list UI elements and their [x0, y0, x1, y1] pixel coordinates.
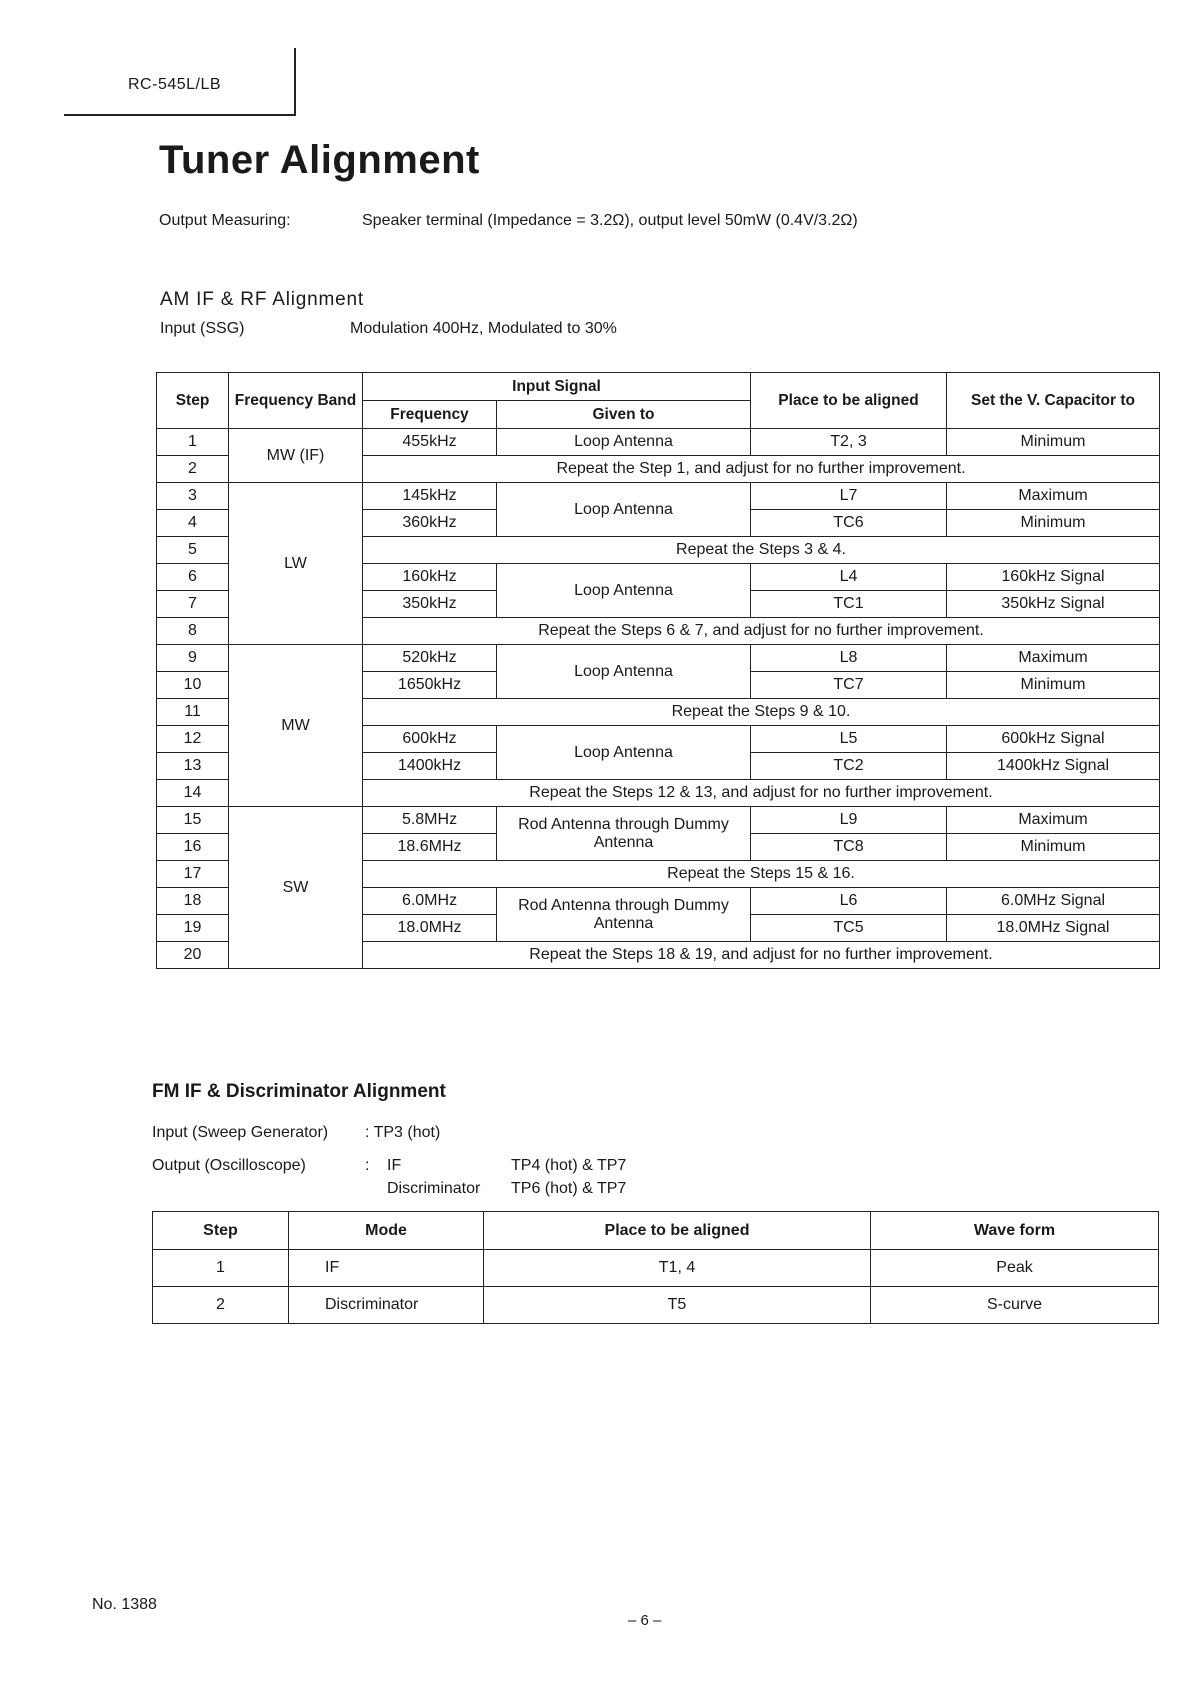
step-cell: 14	[157, 780, 229, 807]
frequency-cell: 1650kHz	[363, 672, 497, 699]
set-cell: 350kHz Signal	[947, 591, 1160, 618]
step-cell: 7	[157, 591, 229, 618]
wave-form-cell: S-curve	[871, 1287, 1159, 1324]
set-cell: 1400kHz Signal	[947, 753, 1160, 780]
step-cell: 5	[157, 537, 229, 564]
table-row	[157, 645, 1160, 672]
given-to-cell: Loop Antenna	[497, 564, 751, 618]
am-alignment-table	[156, 372, 1160, 969]
set-cell: 160kHz Signal	[947, 564, 1160, 591]
frequency-cell: 18.0MHz	[363, 915, 497, 942]
place-cell: TC7	[751, 672, 947, 699]
set-cell: 18.0MHz Signal	[947, 915, 1160, 942]
place-cell: L4	[751, 564, 947, 591]
note-cell: Repeat the Steps 12 & 13, and adjust for no further improvement.	[363, 780, 1160, 807]
frequency-cell: 455kHz	[363, 429, 497, 456]
note-cell: Repeat the Steps 3 & 4.	[363, 537, 1160, 564]
document-number: No. 1388	[92, 1596, 157, 1613]
wave-form-cell: Peak	[871, 1250, 1159, 1287]
note-cell: Repeat the Steps 9 & 10.	[363, 699, 1160, 726]
step-cell: 9	[157, 645, 229, 672]
table-row	[157, 483, 1160, 510]
step-cell: 2	[153, 1287, 289, 1324]
note-cell: Repeat the Steps 6 & 7, and adjust for no further improvement.	[363, 618, 1160, 645]
fm-section-title: FM IF & Discriminator Alignment	[152, 1081, 446, 1102]
header-step: Step	[157, 373, 229, 429]
header-frequency-band: Frequency Band	[229, 373, 363, 429]
output-measuring-label: Output Measuring:	[159, 212, 291, 229]
fm-input-value: : TP3 (hot)	[365, 1124, 441, 1141]
fm-discriminator-value: TP6 (hot) & TP7	[511, 1180, 627, 1197]
step-cell: 1	[153, 1250, 289, 1287]
place-cell: TC5	[751, 915, 947, 942]
note-cell: Repeat the Steps 18 & 19, and adjust for no further improvement.	[363, 942, 1160, 969]
place-cell: L9	[751, 807, 947, 834]
set-cell: Minimum	[947, 429, 1160, 456]
fm-discriminator-label: Discriminator	[387, 1180, 481, 1197]
mode-cell: Discriminator	[289, 1287, 484, 1324]
frequency-cell: 6.0MHz	[363, 888, 497, 915]
set-cell: 600kHz Signal	[947, 726, 1160, 753]
step-cell: 18	[157, 888, 229, 915]
mode-cell: IF	[289, 1250, 484, 1287]
place-cell: L7	[751, 483, 947, 510]
band-cell-mw-if: MW (IF)	[229, 429, 363, 483]
given-to-cell: Loop Antenna	[497, 645, 751, 699]
note-cell: Repeat the Steps 15 & 16.	[363, 861, 1160, 888]
step-cell: 2	[157, 456, 229, 483]
page-number: – 6 –	[628, 1612, 662, 1629]
set-cell: Minimum	[947, 510, 1160, 537]
band-cell-mw: MW	[229, 645, 363, 807]
step-cell: 16	[157, 834, 229, 861]
place-cell: L5	[751, 726, 947, 753]
header-place-aligned: Place to be aligned	[751, 373, 947, 429]
band-cell-lw: LW	[229, 483, 363, 645]
table-row	[157, 807, 1160, 834]
band-cell-sw: SW	[229, 807, 363, 969]
step-cell: 17	[157, 861, 229, 888]
header-set-capacitor: Set the V. Capacitor to	[947, 373, 1160, 429]
given-to-cell: Rod Antenna through Dummy Antenna	[497, 807, 751, 861]
place-cell: T1, 4	[484, 1250, 871, 1287]
set-cell: 6.0MHz Signal	[947, 888, 1160, 915]
place-cell: TC1	[751, 591, 947, 618]
step-cell: 11	[157, 699, 229, 726]
table-row	[157, 429, 1160, 456]
output-measuring-value: Speaker terminal (Impedance = 3.2Ω), output level 50mW (0.4V/3.2Ω)	[362, 212, 858, 229]
header-mode: Mode	[289, 1212, 484, 1250]
page-title: Tuner Alignment	[159, 138, 480, 182]
step-cell: 6	[157, 564, 229, 591]
step-cell: 10	[157, 672, 229, 699]
step-cell: 13	[157, 753, 229, 780]
step-cell: 3	[157, 483, 229, 510]
frequency-cell: 5.8MHz	[363, 807, 497, 834]
fm-if-label: IF	[387, 1157, 402, 1174]
set-cell: Maximum	[947, 483, 1160, 510]
table-row	[153, 1287, 1159, 1324]
frequency-cell: 360kHz	[363, 510, 497, 537]
am-section-title: AM IF & RF Alignment	[160, 289, 364, 310]
set-cell: Minimum	[947, 834, 1160, 861]
step-cell: 20	[157, 942, 229, 969]
step-cell: 4	[157, 510, 229, 537]
frequency-cell: 160kHz	[363, 564, 497, 591]
place-cell: L8	[751, 645, 947, 672]
place-cell: TC6	[751, 510, 947, 537]
place-cell: TC8	[751, 834, 947, 861]
place-cell: L6	[751, 888, 947, 915]
fm-input-label: Input (Sweep Generator)	[152, 1124, 329, 1141]
frequency-cell: 145kHz	[363, 483, 497, 510]
header-given-to: Given to	[497, 401, 751, 429]
frequency-cell: 520kHz	[363, 645, 497, 672]
header-step: Step	[153, 1212, 289, 1250]
fm-output-colon: :	[365, 1157, 370, 1174]
am-input-value: Modulation 400Hz, Modulated to 30%	[350, 320, 617, 337]
place-cell: T5	[484, 1287, 871, 1324]
step-cell: 1	[157, 429, 229, 456]
place-cell: TC2	[751, 753, 947, 780]
header-wave-form: Wave form	[871, 1212, 1159, 1250]
header-place-aligned: Place to be aligned	[484, 1212, 871, 1250]
frequency-cell: 1400kHz	[363, 753, 497, 780]
given-to-cell: Loop Antenna	[497, 726, 751, 780]
am-input-label: Input (SSG)	[160, 320, 245, 337]
step-cell: 19	[157, 915, 229, 942]
note-cell: Repeat the Step 1, and adjust for no further improvement.	[363, 456, 1160, 483]
fm-output-label: Output (Oscilloscope)	[152, 1157, 306, 1174]
step-cell: 8	[157, 618, 229, 645]
header-input-signal: Input Signal	[363, 373, 751, 401]
frequency-cell: 600kHz	[363, 726, 497, 753]
step-cell: 12	[157, 726, 229, 753]
frequency-cell: 350kHz	[363, 591, 497, 618]
set-cell: Minimum	[947, 672, 1160, 699]
header-frequency: Frequency	[363, 401, 497, 429]
set-cell: Maximum	[947, 807, 1160, 834]
place-cell: T2, 3	[751, 429, 947, 456]
fm-if-value: TP4 (hot) & TP7	[511, 1157, 627, 1174]
model-number: RC-545L/LB	[128, 76, 222, 93]
set-cell: Maximum	[947, 645, 1160, 672]
fm-alignment-table	[152, 1211, 1159, 1324]
frequency-cell: 18.6MHz	[363, 834, 497, 861]
table-row	[153, 1250, 1159, 1287]
given-to-cell: Rod Antenna through Dummy Antenna	[497, 888, 751, 942]
step-cell: 15	[157, 807, 229, 834]
given-to-cell: Loop Antenna	[497, 429, 751, 456]
given-to-cell: Loop Antenna	[497, 483, 751, 537]
